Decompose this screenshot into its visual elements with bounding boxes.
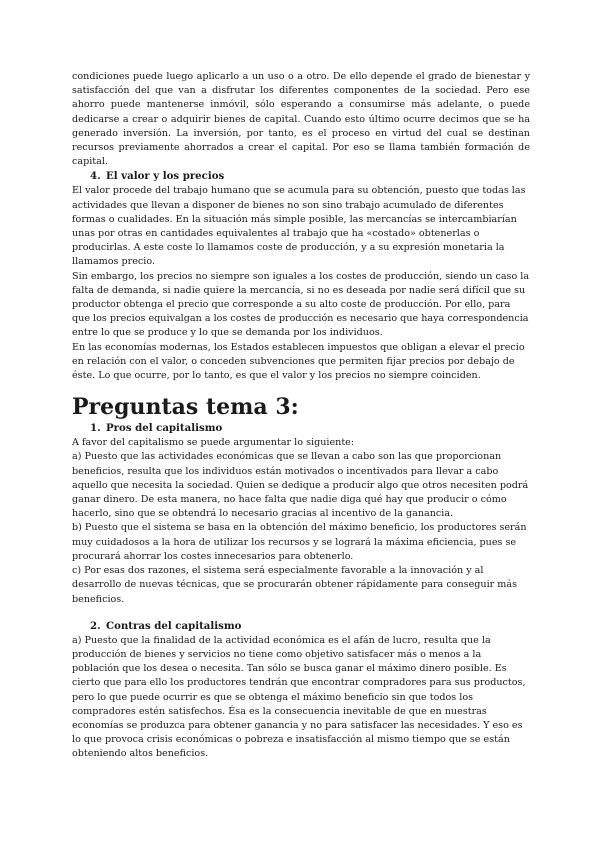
pros-title: Pros del capitalismo — [106, 422, 223, 435]
section-4-paragraph: Sin embargo, los precios no siempre son iguales a los costes de producción, siendo un caso la falta de demanda, si nadie quiere la mercancía, si no es deseada por nadie será difícil que su productor obtenga el precio que corresponde a su alto coste de producción. Por ello, para que los precios equivalgan a los costes de producción es necesario que haya correspondencia entre lo que se produce y lo que se demanda por los individuos. — [72, 270, 530, 339]
document-page — [72, 70, 530, 762]
pros-number: 1. — [90, 422, 101, 435]
intro-paragraph: condiciones puede luego aplicarlo a un uso o a otro. De ello depende el grado de bienestar y satisfacción del que van a disfrutar los diferentes componentes de la sociedad. Pero ese ahorro puede mantenerse inmóvil, sólo esperando a consumirse más adelante, o puede dedicarse a crear o adquirir bienes de capital. Cuando esto último ocurre decimos que se ha generado inversión. La inversión, por tanto, es el proceso en virtud del cual se destinan recursos previamente ahorrados a crear el capital. Por eso se llama también formación de capital. — [72, 71, 530, 168]
pros-paragraph: c) Por esas dos razones, el sistema será especialmente favorable a la innovación y al desarrollo de nuevas técnicas, que se procurarán obtener rápidamente para conseguir más beneficios. — [72, 565, 518, 605]
pros-paragraph: b) Puesto que el sistema se basa en la obtención del máximo beneficio, los productores serán muy cuidadosos a la hora de utilizar los recursos y se logrará la máxima eficiencia, pues se procurará ahorrar los costes innecesarios para obtenerlo. — [72, 522, 527, 562]
section-4-paragraph: El valor procede del trabajo humano que se acumula para su obtención, puesto que todas las actividades que llevan a disponer de bienes no son sino trabajo acumulado de diferentes formas o cualidades. En la situación más simple posible, las mercancías se intercambiarían unas por otras en cantidades equivalentes al trabajo que ha «costado» obtenerlas o producirlas. A este coste lo llamamos coste de producción, y a su expresión monetaria la llamamos precio. — [72, 185, 526, 268]
contras-number: 2. — [90, 619, 101, 632]
section-4-title: El valor y los precios — [106, 170, 225, 183]
section-4-paragraph: En las economías modernas, los Estados establecen impuestos que obligan a elevar el precio en relación con el valor, o conceden subvenciones que permiten fijar precios por debajo de éste. Lo que ocurre, por lo tanto, es que el valor y los precios no siempre coinciden. — [72, 341, 525, 382]
section-4-heading — [90, 169, 530, 184]
spacer — [72, 607, 530, 619]
section-4-number: 4. — [90, 170, 101, 183]
contras-paragraph: a) Puesto que la finalidad de la actividad económica es el afán de lucro, resulta que la producción de bienes y servicios no tiene como objetivo satisfacer más o menos a la población que los desea o necesita. Tan sólo se busca ganar el máximo dinero posible. Es cierto que para ello los productores tendrán que encontrar compradores para sus productos, pero lo que puede ocurrir es que se obtenga el máximo beneficio sin que todos los compradores estén satisfechos. Ésa es la consecuencia inevitable de que en nuestras economías se produzca para obtener ganancia y no para satisfacer las necesidades. Y eso es lo que provoca crisis económicas o pobreza e insatisfacción al mismo tiempo que se están obteniendo altos beneficios. — [72, 634, 526, 760]
pros-paragraph: A favor del capitalismo se puede argumentar lo siguiente: — [72, 437, 355, 449]
pros-heading — [90, 421, 530, 436]
contras-heading — [90, 619, 530, 634]
pros-paragraph: a) Puesto que las actividades económicas que se llevan a cabo son las que proporcionan beneficios, resulta que los individuos están motivados o incentivados para llevar a cabo aquello que necesita la sociedad. Quien se dedique a producir algo que otros necesiten podrá ganar dinero. De esta manera, no hace falta que nadie diga qué hay que producir o cómo hacerlo, sino que se obtendrá lo necesario gracias al incentivo de la ganancia. — [72, 451, 529, 520]
contras-title: Contras del capitalismo — [106, 619, 242, 632]
preguntas-title: Preguntas tema 3: — [72, 394, 299, 421]
